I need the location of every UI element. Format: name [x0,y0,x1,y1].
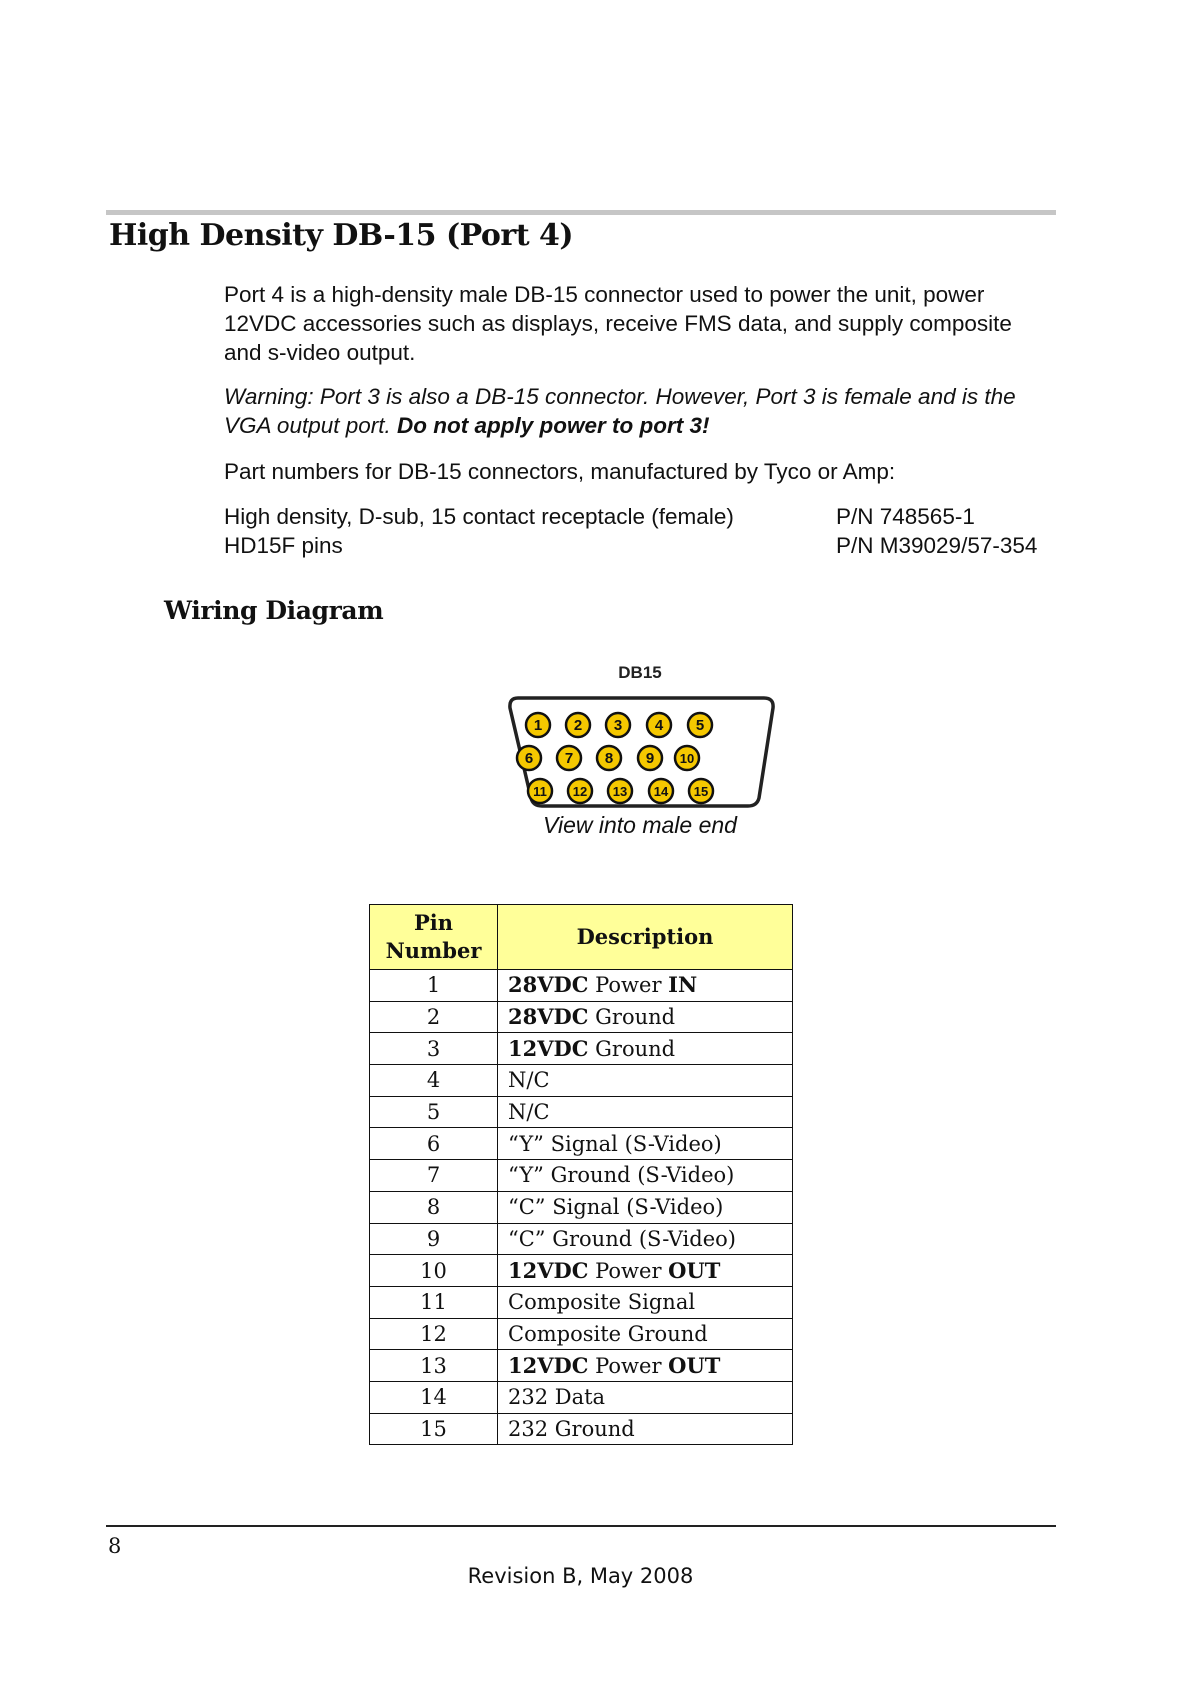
pin-number-cell: 15 [370,1413,498,1445]
description-text: Ground [588,1036,676,1061]
revision-footer: Revision B, May 2008 [467,1564,694,1588]
parts-row [224,531,1054,560]
pin-description-cell [498,1350,793,1382]
description-text: Power [588,973,669,998]
pin-description-cell [498,1318,793,1350]
description-text: Composite Ground [508,1321,708,1346]
description-text: N/C [508,1100,550,1125]
diagram-caption: View into male end [543,812,737,838]
table-row [370,1128,793,1160]
description-text: N/C [508,1068,550,1093]
pin-label: 12 [572,784,588,799]
db15-diagram [500,652,790,852]
description-text: “C” Signal (S-Video) [508,1195,724,1220]
pin-label: 2 [573,717,583,734]
pin-number-cell: 5 [370,1096,498,1128]
table-row [370,1223,793,1255]
page-number: 8 [108,1534,122,1558]
pin-number-cell: 4 [370,1065,498,1097]
pin-description-cell [498,1065,793,1097]
warning-paragraph [224,382,1054,440]
pin-number-cell: 10 [370,1255,498,1287]
pin-label: 11 [533,784,547,799]
pin-description-cell [498,1223,793,1255]
parts-intro: Part numbers for DB-15 connectors, manufactured by Tyco or Amp: [224,459,896,484]
table-row [370,1413,793,1445]
table-row [370,1255,793,1287]
part-description: High density, D-sub, 15 contact receptacle (female) [224,504,734,529]
bottom-rule [106,1525,1056,1527]
description-text: Power [588,1258,669,1283]
table-row [370,1350,793,1382]
table-row [370,1191,793,1223]
table-row [370,1001,793,1033]
voltage-label: 12VDC [508,1257,589,1283]
table-row [370,1033,793,1065]
table-header-row [370,905,793,970]
direction-label: OUT [668,1352,721,1378]
direction-label: OUT [668,1257,721,1283]
description-text: “Y” Signal (S-Video) [508,1131,722,1156]
part-number: P/N M39029/57-354 [836,533,1038,558]
pin-description-cell [498,1096,793,1128]
pin-label: 15 [693,784,709,799]
pin-description-cell [498,1033,793,1065]
pin-number-cell: 9 [370,1223,498,1255]
pin-label: 14 [653,784,669,799]
pin-number-cell: 12 [370,1318,498,1350]
table-row [370,1286,793,1318]
connector-label: DB15 [618,663,662,682]
parts-list [224,502,1054,560]
pin-label: 10 [679,751,695,766]
pin-number-cell: 1 [370,970,498,1002]
intro-paragraph: Port 4 is a high-density male DB-15 connector used to power the unit, power 12VDC accessories such as displays, receive FMS data, and supply composite and s-video output. [224,282,1012,365]
pin-description-cell [498,1160,793,1192]
description-text: 232 Data [508,1385,606,1410]
voltage-label: 28VDC [508,1004,589,1030]
voltage-label: 12VDC [508,1352,589,1378]
part-description: HD15F pins [224,533,343,558]
table-row [370,1318,793,1350]
table-row [370,1065,793,1097]
pin-description-cell [498,1191,793,1223]
pin-description-cell [498,1255,793,1287]
pin-description-cell [498,1286,793,1318]
pin-label: 13 [612,784,628,799]
pin-label: 4 [654,717,664,734]
pin-number-cell: 13 [370,1350,498,1382]
pin-description-cell [498,1001,793,1033]
description-text: Power [588,1353,669,1378]
pin-description-cell [498,1381,793,1413]
pin-description-cell [498,1128,793,1160]
pin-label: 7 [564,750,574,767]
description-text: Ground [588,1005,676,1030]
warning-emphasis: Do not apply power to port 3! [397,413,710,438]
header-description: Description [498,905,793,970]
db15-connector-graphic [500,652,790,812]
section-title: High Density DB-15 (Port 4) [109,218,574,253]
table-row [370,1381,793,1413]
pin-number-cell: 7 [370,1160,498,1192]
pin-number-cell: 14 [370,1381,498,1413]
description-text: 232 Ground [508,1416,635,1441]
pin-label: 8 [604,750,614,767]
description-text: “C” Ground (S-Video) [508,1226,736,1251]
table-row [370,970,793,1002]
table-row [370,1160,793,1192]
part-number: P/N 748565-1 [836,504,975,529]
pin-number-cell: 2 [370,1001,498,1033]
header-pin-number: Pin Number [370,905,498,970]
pin-number-cell: 11 [370,1286,498,1318]
pin-description-cell [498,1413,793,1445]
pinout-table [369,904,793,1445]
voltage-label: 28VDC [508,972,589,998]
top-rule [106,210,1056,215]
description-text: Composite Signal [508,1290,696,1315]
parts-row [224,502,1054,531]
pin-label: 6 [524,750,534,767]
pin-number-cell: 6 [370,1128,498,1160]
pin-number-cell: 8 [370,1191,498,1223]
description-text: “Y” Ground (S-Video) [508,1163,735,1188]
voltage-label: 12VDC [508,1035,589,1061]
warning-text: Warning: Port 3 is also a DB-15 connector. However, Port 3 is female and is the VGA output port. [224,384,1016,438]
pin-label: 3 [613,717,623,734]
table-row [370,1096,793,1128]
pin-label: 5 [695,717,705,734]
pin-description-cell [498,970,793,1002]
wiring-diagram-title: Wiring Diagram [164,596,384,625]
direction-label: IN [668,972,698,998]
pin-label: 9 [645,750,655,767]
pin-label: 1 [533,717,543,734]
pin-number-cell: 3 [370,1033,498,1065]
